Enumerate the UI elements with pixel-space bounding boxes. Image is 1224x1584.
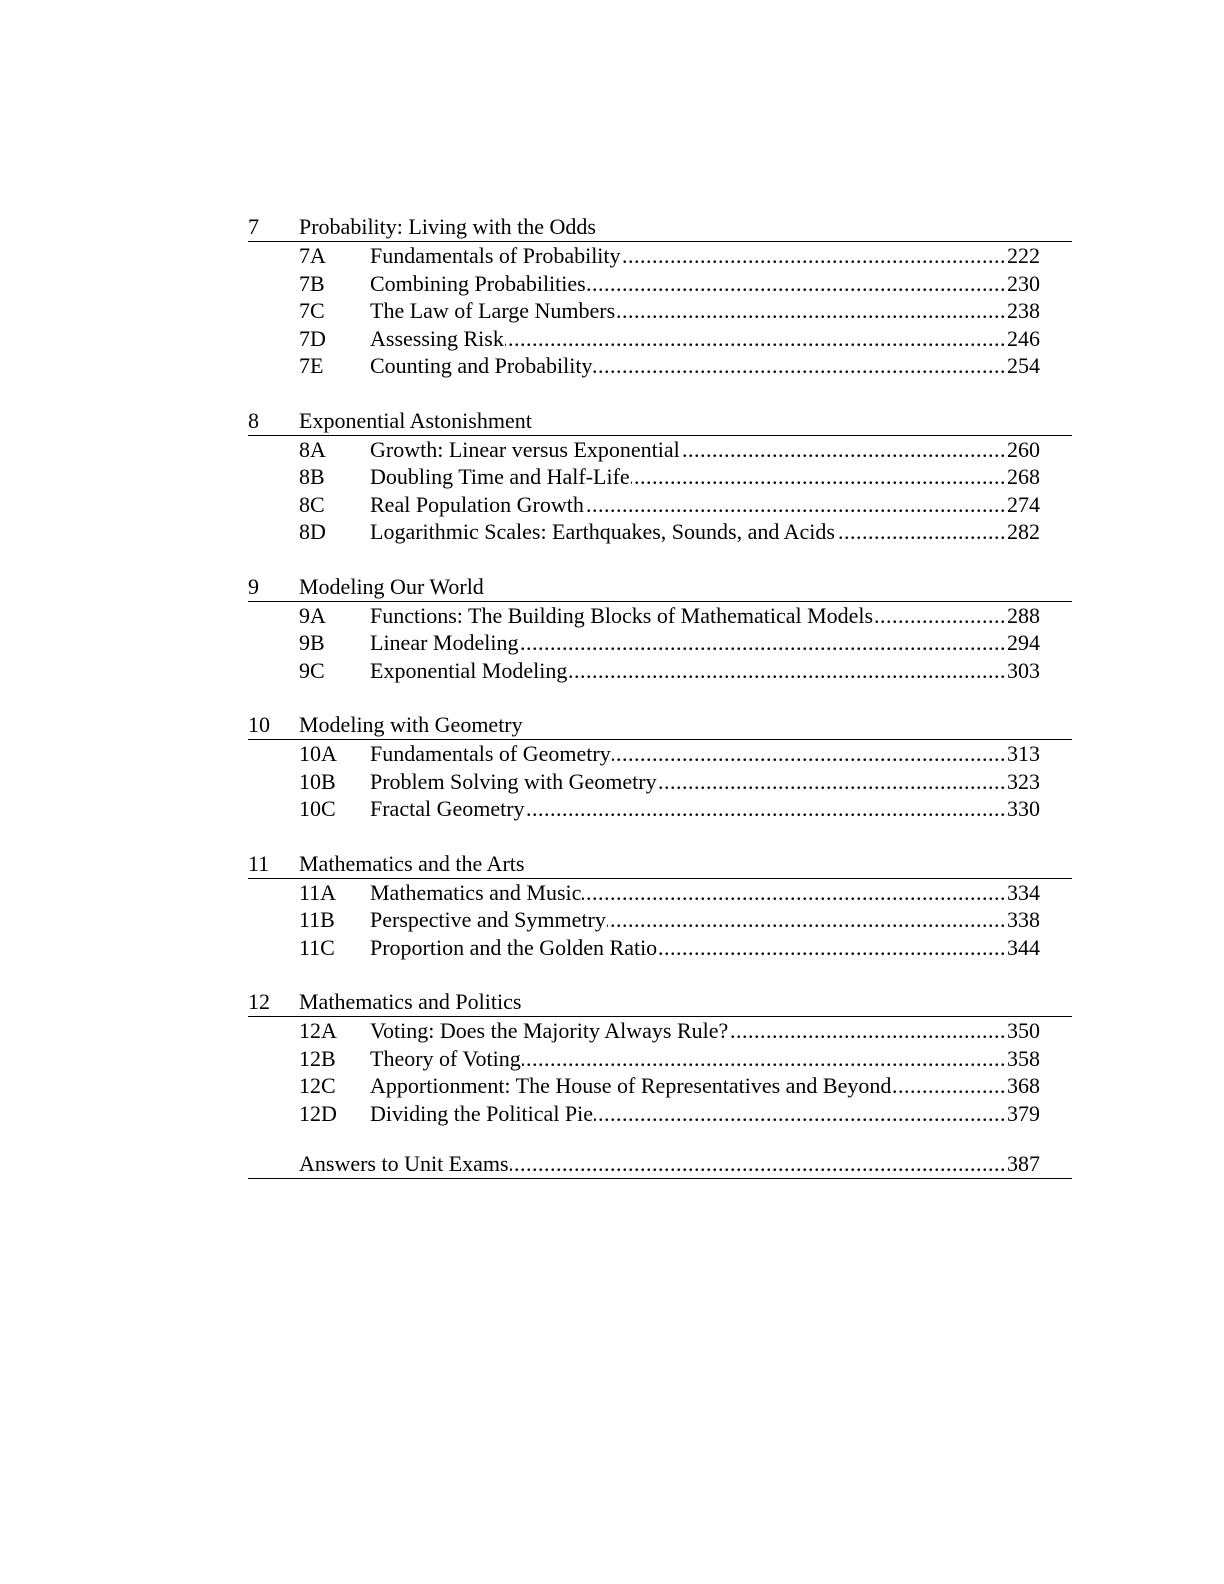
section-number: 7E bbox=[299, 353, 324, 378]
dot-leader bbox=[658, 934, 1006, 962]
section-title: Theory of Voting bbox=[370, 1045, 521, 1071]
section-number: 9B bbox=[299, 630, 325, 655]
section-number: 12D bbox=[299, 1100, 337, 1126]
section-number: 12C bbox=[299, 1073, 336, 1098]
section-title: Exponential Modeling bbox=[370, 657, 568, 683]
page-number: 303 bbox=[1007, 657, 1040, 683]
section-number: 9C bbox=[299, 657, 325, 683]
chapter-number: 8 bbox=[248, 407, 259, 433]
section-number: 9A bbox=[299, 602, 326, 628]
page-number: 313 bbox=[1007, 741, 1040, 766]
chapter-title: Modeling Our World bbox=[299, 573, 484, 599]
chapter-title: Exponential Astonishment bbox=[299, 407, 532, 433]
chapter-12 bbox=[248, 987, 1072, 1127]
section-title: Voting: Does the Majority Always Rule? bbox=[370, 1018, 729, 1043]
dot-leader bbox=[585, 491, 1006, 519]
toc-entry-8c[interactable] bbox=[248, 491, 1040, 519]
chapter-heading bbox=[248, 572, 1072, 602]
chapter-number: 10 bbox=[248, 712, 270, 737]
section-number: 10A bbox=[299, 741, 337, 766]
dot-leader bbox=[612, 740, 1006, 768]
toc-entry-12d[interactable] bbox=[248, 1100, 1040, 1128]
section-title: Mathematics and Music bbox=[370, 879, 582, 905]
dot-leader bbox=[836, 518, 1006, 546]
page-number: 238 bbox=[1007, 298, 1040, 323]
section-title: Fractal Geometry bbox=[370, 796, 525, 821]
chapter-7 bbox=[248, 212, 1072, 380]
section-title: The Law of Large Numbers bbox=[370, 298, 616, 323]
section-number: 11B bbox=[299, 907, 335, 932]
toc-entry-12b[interactable] bbox=[248, 1045, 1040, 1073]
page-number: 330 bbox=[1007, 796, 1040, 821]
toc-entry-8a[interactable] bbox=[248, 436, 1040, 464]
table-of-contents bbox=[248, 212, 1072, 1179]
page-number: 379 bbox=[1007, 1100, 1040, 1126]
toc-entry-12c[interactable] bbox=[248, 1072, 1040, 1100]
section-number: 7B bbox=[299, 270, 325, 296]
answers-title: Answers to Unit Exams bbox=[299, 1151, 509, 1176]
page-number: 288 bbox=[1007, 602, 1040, 628]
toc-entry-11b[interactable] bbox=[248, 906, 1040, 934]
chapter-number: 12 bbox=[248, 989, 270, 1014]
page-number: 294 bbox=[1007, 630, 1040, 655]
toc-entry-10a[interactable] bbox=[248, 740, 1040, 768]
chapter-heading bbox=[248, 212, 1072, 242]
page-number: 246 bbox=[1007, 325, 1040, 351]
dot-leader bbox=[568, 657, 1006, 685]
section-title: Combining Probabilities bbox=[370, 270, 586, 296]
toc-entry-9b[interactable] bbox=[248, 629, 1040, 657]
page-number: 274 bbox=[1007, 491, 1040, 517]
dot-leader bbox=[594, 1100, 1006, 1128]
chapter-9 bbox=[248, 572, 1072, 685]
page-number: 268 bbox=[1007, 464, 1040, 489]
page-number: 282 bbox=[1007, 519, 1040, 544]
chapter-number: 9 bbox=[248, 573, 259, 599]
page-number: 222 bbox=[1007, 243, 1040, 268]
section-title: Dividing the Political Pie bbox=[370, 1100, 594, 1126]
section-title: Fundamentals of Geometry bbox=[370, 741, 611, 766]
dot-leader bbox=[729, 1017, 1006, 1045]
dot-leader bbox=[607, 906, 1006, 934]
section-title: Functions: The Building Blocks of Mathematical Models bbox=[370, 602, 874, 628]
dot-leader bbox=[681, 436, 1006, 464]
page-number: 358 bbox=[1007, 1045, 1040, 1071]
toc-entry-answers[interactable] bbox=[248, 1149, 1072, 1179]
section-title: Growth: Linear versus Exponential bbox=[370, 436, 680, 462]
section-number: 8D bbox=[299, 519, 326, 544]
page-number: 254 bbox=[1007, 353, 1040, 378]
toc-entry-7c[interactable] bbox=[248, 297, 1040, 325]
toc-entry-10b[interactable] bbox=[248, 768, 1040, 796]
chapter-10 bbox=[248, 710, 1072, 823]
section-title: Logarithmic Scales: Earthquakes, Sounds, and Acids bbox=[370, 519, 835, 544]
section-number: 12A bbox=[299, 1018, 337, 1043]
chapter-title: Mathematics and Politics bbox=[299, 989, 522, 1014]
page-number: 323 bbox=[1007, 768, 1040, 794]
chapter-title: Mathematics and the Arts bbox=[299, 850, 525, 876]
toc-entry-7b[interactable] bbox=[248, 270, 1040, 298]
toc-entry-9c[interactable] bbox=[248, 657, 1040, 685]
chapter-title: Modeling with Geometry bbox=[299, 712, 523, 737]
chapter-number: 11 bbox=[248, 850, 270, 876]
section-title: Real Population Growth bbox=[370, 491, 584, 517]
toc-entry-7d[interactable] bbox=[248, 325, 1040, 353]
section-number: 11A bbox=[299, 879, 337, 905]
section-title: Doubling Time and Half-Life bbox=[370, 464, 630, 489]
toc-entry-7e[interactable] bbox=[248, 352, 1040, 380]
section-title: Proportion and the Golden Ratio bbox=[370, 934, 658, 960]
toc-entry-8b[interactable] bbox=[248, 463, 1040, 491]
chapter-heading bbox=[248, 710, 1072, 740]
section-title: Apportionment: The House of Representatives and Beyond bbox=[370, 1073, 892, 1098]
dot-leader bbox=[510, 1149, 1006, 1178]
toc-entry-9a[interactable] bbox=[248, 602, 1040, 630]
chapter-title: Probability: Living with the Odds bbox=[299, 214, 596, 239]
section-title: Linear Modeling bbox=[370, 630, 519, 655]
chapter-heading bbox=[248, 406, 1072, 436]
chapter-8 bbox=[248, 406, 1072, 546]
page-number: 350 bbox=[1007, 1018, 1040, 1043]
dot-leader bbox=[587, 270, 1006, 298]
dot-leader bbox=[658, 768, 1006, 796]
page-number: 368 bbox=[1007, 1073, 1040, 1098]
section-number: 7C bbox=[299, 298, 325, 323]
dot-leader bbox=[519, 629, 1006, 657]
page-number: 344 bbox=[1007, 934, 1040, 960]
dot-leader bbox=[505, 325, 1006, 353]
chapter-heading bbox=[248, 849, 1072, 879]
dot-leader bbox=[522, 1045, 1006, 1073]
toc-entry-11c[interactable] bbox=[248, 934, 1040, 962]
section-number: 7D bbox=[299, 325, 326, 351]
section-number: 7A bbox=[299, 243, 326, 268]
section-number: 8B bbox=[299, 464, 325, 489]
page-number: 230 bbox=[1007, 270, 1040, 296]
dot-leader bbox=[892, 1072, 1006, 1100]
section-number: 10B bbox=[299, 768, 336, 794]
toc-entry-7a[interactable] bbox=[248, 242, 1040, 270]
dot-leader bbox=[593, 352, 1006, 380]
toc-entry-12a[interactable] bbox=[248, 1017, 1040, 1045]
section-number: 8A bbox=[299, 436, 326, 462]
page-number: 338 bbox=[1007, 907, 1040, 932]
page-number: 260 bbox=[1007, 436, 1040, 462]
dot-leader bbox=[622, 242, 1006, 270]
dot-leader bbox=[526, 795, 1006, 823]
section-title: Problem Solving with Geometry bbox=[370, 768, 657, 794]
section-number: 12B bbox=[299, 1045, 336, 1071]
dot-leader bbox=[631, 463, 1006, 491]
section-title: Assessing Risk bbox=[370, 325, 504, 351]
dot-leader bbox=[616, 297, 1006, 325]
dot-leader bbox=[874, 602, 1006, 630]
toc-entry-11a[interactable] bbox=[248, 879, 1040, 907]
chapter-11 bbox=[248, 849, 1072, 962]
toc-entry-8d[interactable] bbox=[248, 518, 1040, 546]
section-number: 8C bbox=[299, 491, 325, 517]
section-number: 11C bbox=[299, 934, 335, 960]
dot-leader bbox=[582, 879, 1006, 907]
page-number: 334 bbox=[1007, 879, 1040, 905]
chapter-number: 7 bbox=[248, 214, 259, 239]
section-title: Fundamentals of Probability bbox=[370, 243, 621, 268]
toc-entry-10c[interactable] bbox=[248, 795, 1040, 823]
section-number: 10C bbox=[299, 796, 336, 821]
section-title: Counting and Probability bbox=[370, 353, 593, 378]
chapter-heading bbox=[248, 987, 1072, 1017]
section-title: Perspective and Symmetry bbox=[370, 907, 606, 932]
page-number: 387 bbox=[1007, 1151, 1040, 1176]
